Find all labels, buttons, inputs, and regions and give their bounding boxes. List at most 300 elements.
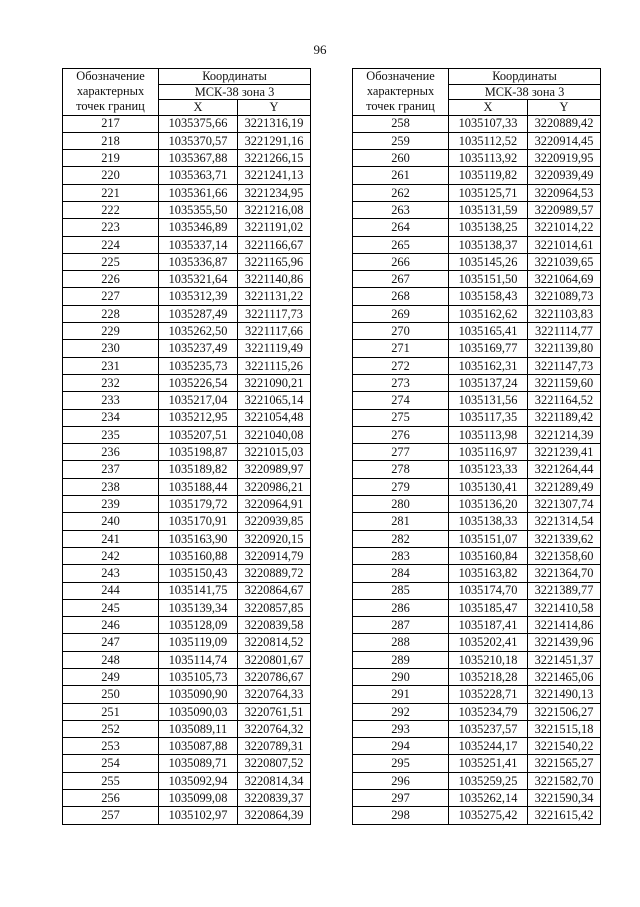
point-number-cell: 268 (353, 288, 449, 305)
y-coordinate-cell: 3220839,58 (238, 617, 311, 634)
y-coordinate-cell: 3221239,41 (528, 444, 601, 461)
y-coordinate-cell: 3221103,83 (528, 305, 601, 322)
y-coordinate-cell: 3220814,34 (238, 772, 311, 789)
table-row (353, 461, 601, 478)
y-coordinate-cell: 3221191,02 (238, 219, 311, 236)
x-coordinate-cell: 1035136,20 (449, 496, 528, 513)
y-coordinate-cell: 3221119,49 (238, 340, 311, 357)
y-coordinate-cell: 3221114,77 (528, 323, 601, 340)
y-coordinate-cell: 3221266,15 (238, 150, 311, 167)
y-coordinate-cell: 3221410,58 (528, 599, 601, 616)
y-coordinate-cell: 3221117,73 (238, 305, 311, 322)
y-coordinate-cell: 3221582,70 (528, 772, 601, 789)
y-coordinate-cell: 3221139,80 (528, 340, 601, 357)
y-coordinate-cell: 3220814,52 (238, 634, 311, 651)
y-coordinate-cell: 3220964,53 (528, 184, 601, 201)
x-coordinate-cell: 1035375,66 (159, 115, 238, 132)
y-coordinate-cell: 3221064,69 (528, 271, 601, 288)
table-row (353, 496, 601, 513)
x-coordinate-cell: 1035125,71 (449, 184, 528, 201)
x-coordinate-cell: 1035102,97 (159, 807, 238, 824)
point-number-cell: 271 (353, 340, 449, 357)
point-number-cell: 243 (63, 565, 159, 582)
coordinates-title-header: Координаты (159, 69, 311, 85)
y-coordinate-cell: 3220801,67 (238, 651, 311, 668)
x-coordinate-cell: 1035162,31 (449, 357, 528, 374)
x-coordinate-cell: 1035089,11 (159, 720, 238, 737)
point-number-cell: 224 (63, 236, 159, 253)
table-row (63, 323, 311, 340)
coordinates-title-header: Координаты (449, 69, 601, 85)
coordinates-table-left (62, 68, 311, 825)
point-number-cell: 286 (353, 599, 449, 616)
point-number-cell: 257 (63, 807, 159, 824)
table-row (353, 599, 601, 616)
x-coordinate-cell: 1035131,56 (449, 392, 528, 409)
point-number-cell: 261 (353, 167, 449, 184)
x-coordinate-cell: 1035198,87 (159, 444, 238, 461)
table-row (63, 530, 311, 547)
table-row (353, 340, 601, 357)
table-row (353, 426, 601, 443)
x-coordinate-cell: 1035187,41 (449, 617, 528, 634)
x-coordinate-cell: 1035202,41 (449, 634, 528, 651)
x-coordinate-cell: 1035337,14 (159, 236, 238, 253)
table-row (63, 374, 311, 391)
point-number-cell: 298 (353, 807, 449, 824)
point-number-cell: 284 (353, 565, 449, 582)
point-number-cell: 290 (353, 669, 449, 686)
table-body (353, 115, 601, 824)
point-number-cell: 242 (63, 547, 159, 564)
x-coordinate-cell: 1035174,70 (449, 582, 528, 599)
x-coordinate-cell: 1035237,49 (159, 340, 238, 357)
table-row (63, 271, 311, 288)
table-row (353, 772, 601, 789)
table-row (63, 513, 311, 530)
y-coordinate-cell: 3220764,32 (238, 720, 311, 737)
x-coordinate-cell: 1035275,42 (449, 807, 528, 824)
y-coordinate-cell: 3221364,70 (528, 565, 601, 582)
y-coordinate-cell: 3220786,67 (238, 669, 311, 686)
x-coordinate-cell: 1035363,71 (159, 167, 238, 184)
y-coordinate-cell: 3220919,95 (528, 150, 601, 167)
coordinate-system-header: МСК-38 зона 3 (159, 84, 311, 100)
table-row (63, 547, 311, 564)
y-coordinate-cell: 3221339,62 (528, 530, 601, 547)
x-coordinate-cell: 1035117,35 (449, 409, 528, 426)
table-row (353, 651, 601, 668)
x-coordinate-cell: 1035114,74 (159, 651, 238, 668)
table-row (63, 669, 311, 686)
table-row (353, 374, 601, 391)
y-coordinate-cell: 3221214,39 (528, 426, 601, 443)
table-row (63, 132, 311, 149)
table-row (63, 305, 311, 322)
y-coordinate-cell: 3220914,79 (238, 547, 311, 564)
y-coordinate-cell: 3221590,34 (528, 790, 601, 807)
x-coordinate-cell: 1035170,91 (159, 513, 238, 530)
x-coordinate-cell: 1035119,82 (449, 167, 528, 184)
point-number-cell: 293 (353, 720, 449, 737)
table-row (63, 617, 311, 634)
y-coordinate-cell: 3220761,51 (238, 703, 311, 720)
point-number-cell: 241 (63, 530, 159, 547)
x-coordinate-cell: 1035113,92 (449, 150, 528, 167)
x-coordinate-cell: 1035212,95 (159, 409, 238, 426)
y-coordinate-cell: 3221264,44 (528, 461, 601, 478)
table-row (353, 392, 601, 409)
x-coordinate-cell: 1035116,97 (449, 444, 528, 461)
table-row (353, 132, 601, 149)
point-number-cell: 227 (63, 288, 159, 305)
table-row (63, 686, 311, 703)
x-coordinate-cell: 1035138,25 (449, 219, 528, 236)
table-row (63, 357, 311, 374)
x-coordinate-cell: 1035210,18 (449, 651, 528, 668)
x-coordinate-cell: 1035336,87 (159, 253, 238, 270)
point-number-cell: 266 (353, 253, 449, 270)
y-coordinate-cell: 3220857,85 (238, 599, 311, 616)
point-number-cell: 220 (63, 167, 159, 184)
y-coordinate-cell: 3221565,27 (528, 755, 601, 772)
x-coordinate-cell: 1035090,03 (159, 703, 238, 720)
point-number-cell: 246 (63, 617, 159, 634)
table-row (353, 357, 601, 374)
point-number-cell: 245 (63, 599, 159, 616)
table-row (353, 236, 601, 253)
table-row (353, 790, 601, 807)
y-coordinate-cell: 3220807,52 (238, 755, 311, 772)
x-coordinate-cell: 1035163,90 (159, 530, 238, 547)
point-number-cell: 262 (353, 184, 449, 201)
y-coordinate-cell: 3220939,49 (528, 167, 601, 184)
point-number-cell: 240 (63, 513, 159, 530)
table-row (353, 530, 601, 547)
point-number-cell: 249 (63, 669, 159, 686)
point-number-cell: 283 (353, 547, 449, 564)
y-coordinate-cell: 3221515,18 (528, 720, 601, 737)
y-coordinate-cell: 3221140,86 (238, 271, 311, 288)
table-body (63, 115, 311, 824)
point-number-cell: 234 (63, 409, 159, 426)
y-coordinate-cell: 3221389,77 (528, 582, 601, 599)
y-coordinate-cell: 3221307,74 (528, 496, 601, 513)
x-coordinate-cell: 1035138,37 (449, 236, 528, 253)
table-row (63, 409, 311, 426)
point-number-cell: 223 (63, 219, 159, 236)
y-coordinate-cell: 3221164,52 (528, 392, 601, 409)
table-row (353, 703, 601, 720)
y-coordinate-cell: 3221015,03 (238, 444, 311, 461)
point-number-cell: 287 (353, 617, 449, 634)
x-coordinate-cell: 1035162,62 (449, 305, 528, 322)
table-row (63, 651, 311, 668)
point-number-cell: 250 (63, 686, 159, 703)
x-coordinate-cell: 1035234,79 (449, 703, 528, 720)
x-coordinate-cell: 1035169,77 (449, 340, 528, 357)
y-coordinate-cell: 3221216,08 (238, 201, 311, 218)
table-row (353, 478, 601, 495)
point-number-cell: 253 (63, 738, 159, 755)
table-row (63, 565, 311, 582)
point-number-cell: 228 (63, 305, 159, 322)
point-number-cell: 275 (353, 409, 449, 426)
table-row (63, 738, 311, 755)
point-number-cell: 226 (63, 271, 159, 288)
x-coordinate-cell: 1035089,71 (159, 755, 238, 772)
y-coordinate-cell: 3221506,27 (528, 703, 601, 720)
point-number-cell: 247 (63, 634, 159, 651)
table-row (353, 617, 601, 634)
x-coordinate-cell: 1035228,71 (449, 686, 528, 703)
y-coordinate-cell: 3221117,66 (238, 323, 311, 340)
y-column-header: Y (528, 100, 601, 116)
y-coordinate-cell: 3221291,16 (238, 132, 311, 149)
point-number-cell: 244 (63, 582, 159, 599)
point-number-cell: 263 (353, 201, 449, 218)
x-coordinate-cell: 1035151,50 (449, 271, 528, 288)
y-coordinate-cell: 3221159,60 (528, 374, 601, 391)
table-row (353, 305, 601, 322)
table-row (63, 582, 311, 599)
x-coordinate-cell: 1035113,98 (449, 426, 528, 443)
x-coordinate-cell: 1035367,88 (159, 150, 238, 167)
y-coordinate-cell: 3221451,37 (528, 651, 601, 668)
table-row (63, 755, 311, 772)
x-column-header: X (449, 100, 528, 116)
y-coordinate-cell: 3221040,08 (238, 426, 311, 443)
x-coordinate-cell: 1035163,82 (449, 565, 528, 582)
y-coordinate-cell: 3220864,67 (238, 582, 311, 599)
table-row (353, 738, 601, 755)
y-coordinate-cell: 3220964,91 (238, 496, 311, 513)
y-column-header: Y (238, 100, 311, 116)
x-coordinate-cell: 1035141,75 (159, 582, 238, 599)
table-row (63, 288, 311, 305)
x-coordinate-cell: 1035160,84 (449, 547, 528, 564)
x-coordinate-cell: 1035160,88 (159, 547, 238, 564)
x-coordinate-cell: 1035355,50 (159, 201, 238, 218)
x-coordinate-cell: 1035099,08 (159, 790, 238, 807)
x-coordinate-cell: 1035189,82 (159, 461, 238, 478)
point-number-cell: 281 (353, 513, 449, 530)
y-coordinate-cell: 3220864,39 (238, 807, 311, 824)
x-coordinate-cell: 1035139,34 (159, 599, 238, 616)
point-number-cell: 274 (353, 392, 449, 409)
table-row (353, 271, 601, 288)
table-row (63, 720, 311, 737)
x-column-header: X (159, 100, 238, 116)
point-number-cell: 288 (353, 634, 449, 651)
y-coordinate-cell: 3220914,45 (528, 132, 601, 149)
point-number-cell: 278 (353, 461, 449, 478)
y-coordinate-cell: 3221241,13 (238, 167, 311, 184)
x-coordinate-cell: 1035151,07 (449, 530, 528, 547)
point-number-cell: 222 (63, 201, 159, 218)
table-row (353, 755, 601, 772)
x-coordinate-cell: 1035105,73 (159, 669, 238, 686)
point-number-cell: 291 (353, 686, 449, 703)
x-coordinate-cell: 1035112,52 (449, 132, 528, 149)
y-coordinate-cell: 3221166,67 (238, 236, 311, 253)
x-coordinate-cell: 1035244,17 (449, 738, 528, 755)
y-coordinate-cell: 3221147,73 (528, 357, 601, 374)
point-number-cell: 292 (353, 703, 449, 720)
table-row (353, 565, 601, 582)
table-row (63, 253, 311, 270)
x-coordinate-cell: 1035138,33 (449, 513, 528, 530)
table-row (353, 253, 601, 270)
point-number-cell: 276 (353, 426, 449, 443)
y-coordinate-cell: 3221131,22 (238, 288, 311, 305)
point-number-cell: 269 (353, 305, 449, 322)
table-row (63, 461, 311, 478)
x-coordinate-cell: 1035119,09 (159, 634, 238, 651)
table-row (63, 115, 311, 132)
point-number-cell: 229 (63, 323, 159, 340)
table-row (353, 513, 601, 530)
table-row (63, 184, 311, 201)
x-coordinate-cell: 1035312,39 (159, 288, 238, 305)
table-row (353, 150, 601, 167)
table-row (63, 219, 311, 236)
y-coordinate-cell: 3221314,54 (528, 513, 601, 530)
y-coordinate-cell: 3220764,33 (238, 686, 311, 703)
x-coordinate-cell: 1035165,41 (449, 323, 528, 340)
table-row (353, 409, 601, 426)
table-row (353, 686, 601, 703)
y-coordinate-cell: 3221234,95 (238, 184, 311, 201)
point-number-cell: 289 (353, 651, 449, 668)
point-number-cell: 259 (353, 132, 449, 149)
point-number-cell: 279 (353, 478, 449, 495)
y-coordinate-cell: 3221014,61 (528, 236, 601, 253)
y-coordinate-cell: 3221039,65 (528, 253, 601, 270)
y-coordinate-cell: 3220789,31 (238, 738, 311, 755)
point-number-cell: 264 (353, 219, 449, 236)
point-number-cell: 258 (353, 115, 449, 132)
coordinate-system-header: МСК-38 зона 3 (449, 84, 601, 100)
point-number-cell: 236 (63, 444, 159, 461)
point-number-cell: 277 (353, 444, 449, 461)
point-number-cell: 273 (353, 374, 449, 391)
y-coordinate-cell: 3221090,21 (238, 374, 311, 391)
point-number-cell: 282 (353, 530, 449, 547)
table-row (63, 599, 311, 616)
point-number-cell: 235 (63, 426, 159, 443)
point-number-cell: 238 (63, 478, 159, 495)
point-number-cell: 295 (353, 755, 449, 772)
table-row (353, 167, 601, 184)
x-coordinate-cell: 1035130,41 (449, 478, 528, 495)
point-number-cell: 265 (353, 236, 449, 253)
x-coordinate-cell: 1035207,51 (159, 426, 238, 443)
y-coordinate-cell: 3221465,06 (528, 669, 601, 686)
table-row (353, 669, 601, 686)
x-coordinate-cell: 1035218,28 (449, 669, 528, 686)
x-coordinate-cell: 1035123,33 (449, 461, 528, 478)
table-row (63, 150, 311, 167)
y-coordinate-cell: 3221358,60 (528, 547, 601, 564)
table-row (353, 201, 601, 218)
x-coordinate-cell: 1035092,94 (159, 772, 238, 789)
y-coordinate-cell: 3221289,49 (528, 478, 601, 495)
y-coordinate-cell: 3220939,85 (238, 513, 311, 530)
x-coordinate-cell: 1035370,57 (159, 132, 238, 149)
x-coordinate-cell: 1035150,43 (159, 565, 238, 582)
table-row (63, 496, 311, 513)
point-number-cell: 217 (63, 115, 159, 132)
point-number-cell: 267 (353, 271, 449, 288)
y-coordinate-cell: 3221439,96 (528, 634, 601, 651)
table-row (353, 219, 601, 236)
x-coordinate-cell: 1035188,44 (159, 478, 238, 495)
table-row (353, 807, 601, 824)
x-coordinate-cell: 1035237,57 (449, 720, 528, 737)
table-row (63, 236, 311, 253)
table-row (63, 426, 311, 443)
x-coordinate-cell: 1035235,73 (159, 357, 238, 374)
table-row (353, 547, 601, 564)
table-row (63, 167, 311, 184)
point-number-cell: 270 (353, 323, 449, 340)
y-coordinate-cell: 3220889,72 (238, 565, 311, 582)
x-coordinate-cell: 1035185,47 (449, 599, 528, 616)
y-coordinate-cell: 3221189,42 (528, 409, 601, 426)
x-coordinate-cell: 1035262,14 (449, 790, 528, 807)
point-number-cell: 225 (63, 253, 159, 270)
table-row (63, 807, 311, 824)
x-coordinate-cell: 1035131,59 (449, 201, 528, 218)
point-number-cell: 254 (63, 755, 159, 772)
x-coordinate-cell: 1035137,24 (449, 374, 528, 391)
x-coordinate-cell: 1035145,26 (449, 253, 528, 270)
table-row (63, 772, 311, 789)
y-coordinate-cell: 3221414,86 (528, 617, 601, 634)
y-coordinate-cell: 3221115,26 (238, 357, 311, 374)
y-coordinate-cell: 3221165,96 (238, 253, 311, 270)
point-number-cell: 272 (353, 357, 449, 374)
table-row (353, 582, 601, 599)
table-row (353, 444, 601, 461)
x-coordinate-cell: 1035158,43 (449, 288, 528, 305)
point-number-cell: 252 (63, 720, 159, 737)
table-row (353, 184, 601, 201)
coordinates-table-right (352, 68, 601, 825)
x-coordinate-cell: 1035287,49 (159, 305, 238, 322)
point-number-cell: 239 (63, 496, 159, 513)
point-number-cell: 296 (353, 772, 449, 789)
point-number-cell: 285 (353, 582, 449, 599)
point-number-cell: 230 (63, 340, 159, 357)
page-number: 96 (313, 42, 327, 57)
y-coordinate-cell: 3220989,57 (528, 201, 601, 218)
x-coordinate-cell: 1035107,33 (449, 115, 528, 132)
table-row (63, 634, 311, 651)
point-column-header: Обозначение характерных точек границ (63, 69, 159, 116)
x-coordinate-cell: 1035251,41 (449, 755, 528, 772)
table-row (353, 634, 601, 651)
x-coordinate-cell: 1035217,04 (159, 392, 238, 409)
table-row (63, 790, 311, 807)
y-coordinate-cell: 3221014,22 (528, 219, 601, 236)
x-coordinate-cell: 1035090,90 (159, 686, 238, 703)
y-coordinate-cell: 3221054,48 (238, 409, 311, 426)
point-number-cell: 232 (63, 374, 159, 391)
point-number-cell: 219 (63, 150, 159, 167)
point-number-cell: 260 (353, 150, 449, 167)
